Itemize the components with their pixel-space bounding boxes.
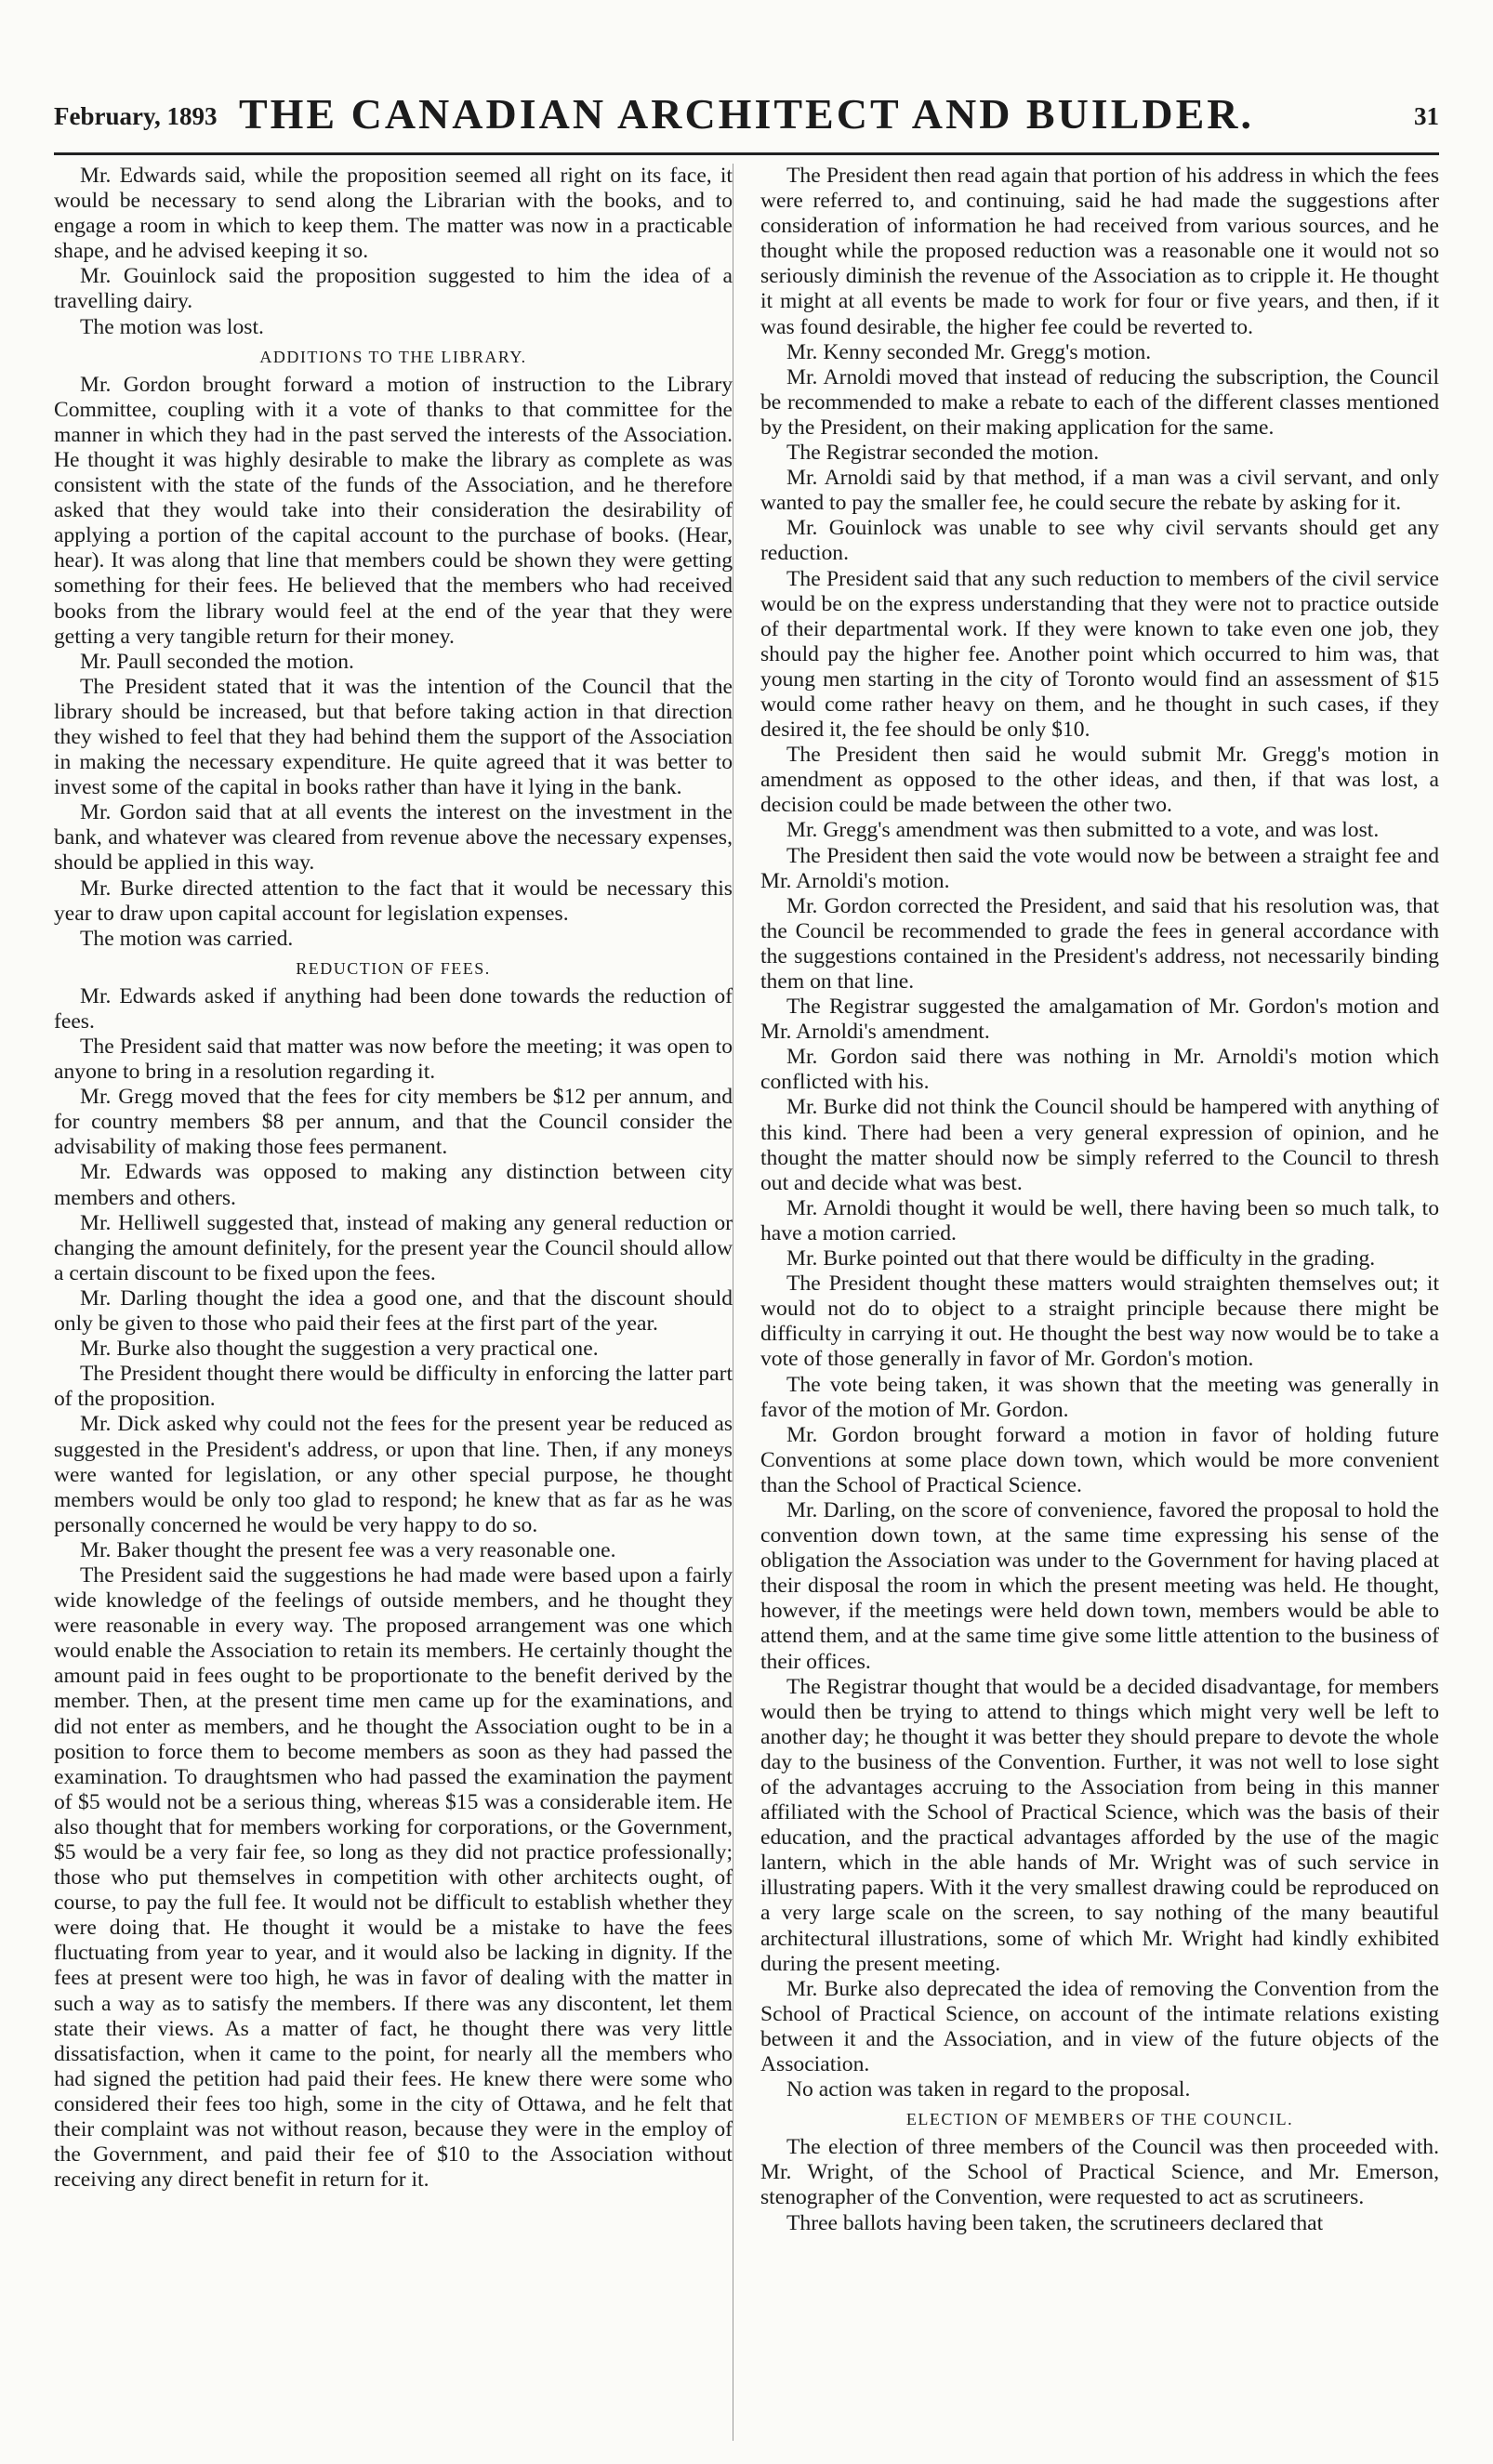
paragraph: Mr. Gregg's amendment was then submitted to a vote, and was lost. <box>786 818 1380 843</box>
paragraph: Mr. Arnoldi said by that method, if a man was a civil servant, and only wanted to pay the smaller fee, he could secure the rebate by asking for it. <box>760 466 1439 516</box>
paragraph: Mr. Burke also deprecated the idea of removing the Convention from the School of Practical Science, on account of the intimate relations existing between it and the Association, and in view of the future objects of the Association. <box>760 1976 1439 2077</box>
paragraph: The vote being taken, it was shown that the meeting was generally in favor of the motion of Mr. Gordon. <box>760 1372 1439 1422</box>
paragraph: Mr. Burke directed attention to the fact that it would be necessary this year to draw upon capital account for legislation expenses. <box>54 876 733 926</box>
paragraph: Mr. Burke pointed out that there would be difficulty in the grading. <box>786 1246 1376 1272</box>
paragraph: Mr. Gordon said that at all events the interest on the investment in the bank, and whatever was cleared from revenue above the necessary expenses, should be applied in this way. <box>54 800 733 876</box>
paragraph: Mr. Edwards was opposed to making any distinction between city members and others. <box>54 1160 733 1210</box>
paragraph: Mr. Gregg moved that the fees for city members be $12 per annum, and for country members $8 per annum, and that the Council consider the advisability of making those fees permanent. <box>54 1085 733 1160</box>
paragraph: The President then read again that portion of his address in which the fees were referred to, and continuing, said he had made the suggestions after consideration of information he had received from various sources, and he thought while the proposed reduction was a reasonable one it would not so seriously diminish the revenue of the Association as to cripple it. He thought it might at all events be made to work for four or five years, and then, if it was found desirable, the higher fee could be reverted to. <box>760 164 1439 339</box>
paragraph: Mr. Edwards asked if anything had been done towards the reduction of fees. <box>54 983 733 1034</box>
paragraph: The President thought these matters would straighten themselves out; it would not do to object to a straight principle because there might be difficulty in carrying it out. He thought the best way now would be to take a vote of those generally in favor of Mr. Gordon's motion. <box>760 1272 1439 1372</box>
page-number: 31 <box>1414 102 1439 130</box>
paragraph: Three ballots having been taken, the scrutineers declared that <box>786 2210 1324 2235</box>
paragraph: The Registrar thought that would be a decided disadvantage, for members would then be trying to attend to things which might very well be left to another day; he thought it was better they should prepare to devote the whole day to the business of the Convention. Further, it was not well to lose sight of the advantages accruing to the Association from being in this manner affiliated with the School of Practical Science, which was the basis of their education, and the practical advantages afforded by the use of the magic lantern, which in the able hands of Mr. Wright was of such service in illustrating papers. With it the very smallest drawing could be reproduced on a very large scale on the screen, to say nothing of the many beautiful architectural illustrations, some of which Mr. Wright had kindly exhibited during the present meeting. <box>760 1674 1439 1976</box>
section-heading-election: ELECTION OF MEMBERS OF THE COUNCIL. <box>905 2110 1294 2129</box>
paragraph: Mr. Baker thought the present fee was a very reasonable one. <box>80 1537 616 1562</box>
paragraph: The Registrar seconded the motion. <box>786 441 1100 466</box>
paragraph: The motion was lost. <box>80 314 264 339</box>
section-heading-fees: REDUCTION OF FEES. <box>296 958 491 978</box>
left-column <box>54 164 733 2450</box>
paragraph: Mr. Darling thought the idea a good one, and that the discount should only be given to those who paid their fees at the first part of the year. <box>54 1285 733 1337</box>
paragraph: Mr. Darling, on the score of convenience, favored the proposal to hold the convention down town, at the same time expressing his sense of the obligation the Association was under to the Government for having placed at their disposal the room in which the present meeting was held. He thought, however, if the meetings were held down town, members would be able to attend them, and at the same time give some little attention to the business of their offices. <box>760 1497 1439 1674</box>
publication-title: THE CANADIAN ARCHITECT AND BUILDER. <box>238 90 1255 138</box>
paragraph: The President then said he would submit Mr. Gregg's motion in amendment as opposed to the other ideas, and then, if that was lost, a decision could be made between the other two. <box>760 743 1439 818</box>
paragraph: The President stated that it was the intention of the Council that the library should be increased, but that before taking action in that direction they wished to feel that they had behind them the support of the Association in making the necessary expenditure. He quite agreed that it was better to invest some of the capital in books rather than have it lying in the bank. <box>54 674 733 800</box>
paragraph: Mr. Burke also thought the suggestion a very practical one. <box>80 1337 599 1362</box>
paragraph: The President then said the vote would now be between a straight fee and Mr. Arnoldi's motion. <box>760 843 1439 893</box>
paragraph: Mr. Edwards said, while the proposition seemed all right on its face, it would be necessary to send along the Librarian with the books, and to engage a room in which to keep them. The matter was now in a practicable shape, and he advised keeping it so. <box>54 164 733 264</box>
paragraph: Mr. Gordon corrected the President, and said that his resolution was, that the Council be recommended to grade the fees in general accordance with the suggestions contained in the President's address, not necessarily binding them on that line. <box>760 893 1439 994</box>
right-column <box>760 164 1439 2450</box>
paragraph: The Registrar suggested the amalgamation of Mr. Gordon's motion and Mr. Arnoldi's amendment. <box>760 995 1439 1045</box>
paragraph: The President said that any such reduction to members of the civil service would be on the express understanding that they were not to practice outside of their departmental work. If they were known to take even one job, they should pay the higher fee. Another point which occurred to him was, that young men starting in the city of Toronto would find an assessment of $15 would come rather heavy on them, and he thought in such cases, if they desired it, the fee should be only $10. <box>760 566 1439 743</box>
paragraph: Mr. Arnoldi moved that instead of reducing the subscription, the Council be recommended to make a rebate to each of the different classes mentioned by the President, on their making application for the same. <box>760 364 1439 440</box>
paragraph: Mr. Helliwell suggested that, instead of making any general reduction or changing the amount definitely, for the present year the Council should allow a certain discount to be fixed upon the fees. <box>54 1210 733 1285</box>
paragraph: The President said the suggestions he had made were based upon a fairly wide knowledge of the feelings of outside members, and he thought they were reasonable in every way. The proposed arrangement was one which would enable the Association to retain its members. He certainly thought the amount paid in fees ought to be proportionate to the benefit derived by the member. Then, at the present time men came up for the examinations, and did not enter as members, and he thought the Association ought to be in a position to force them to become members as soon as they had passed the examination. To draughtsmen who had passed the examination the payment of $5 would not be a serious thing, whereas $15 was a considerable item. He also thought that for members working for corporations, or the Government, $5 would be a very fair fee, so long as they did not practice professionally; those who put themselves in competition with other architects ought, of course, to pay the full fee. It would not be difficult to establish whether they were doing that. He thought it would be a mistake to have the fees fluctuating from year to year, and it would also be lacking in dignity. If the fees at present were too high, he was in favor of dealing with the matter in such a way as to satisfy the members. If there was any discontent, let them state their views. As a matter of fact, he thought there was very little dissatisfaction, when it came to the point, for nearly all the members who had signed the petition had paid their fees. He knew there were some who considered their fees too high, some in the city of Ottawa, and he felt that their complaint was not without reason, because they were in the employ of the Government, and paid their fee of $10 to the Association without receiving any direct benefit in return for it. <box>54 1562 733 2193</box>
paragraph: Mr. Kenny seconded Mr. Gregg's motion. <box>786 339 1152 364</box>
paragraph: Mr. Gouinlock was unable to see why civil servants should get any reduction. <box>760 516 1439 566</box>
paragraph: The election of three members of the Council was then proceeded with. Mr. Wright, of the School of Practical Science, and Mr. Emerson, stenographer of the Convention, were requested to act as scrutineers. <box>760 2135 1439 2210</box>
paragraph: Mr. Paull seconded the motion. <box>80 649 354 674</box>
paragraph: The motion was carried. <box>80 926 294 951</box>
masthead <box>54 86 1439 154</box>
section-heading-library: ADDITIONS TO THE LIBRARY. <box>259 347 527 366</box>
paragraph: Mr. Gouinlock said the proposition suggested to him the idea of a travelling dairy. <box>54 264 733 314</box>
paragraph: Mr. Burke did not think the Council should be hampered with anything of this kind. There had been a very general expression of opinion, and he thought the matter should now be simply referred to the Council to thresh out and decide what was best. <box>760 1095 1439 1195</box>
paragraph: No action was taken in regard to the proposal. <box>786 2077 1191 2102</box>
paragraph: Mr. Dick asked why could not the fees for the present year be reduced as suggested in the President's address, or upon that line. Then, if any moneys were wanted for legislation, or any other special purpose, he thought members would be only too glad to respond; he knew that as far as he was personally concerned he would be very happy to do so. <box>54 1412 733 1537</box>
masthead-rule <box>54 152 1439 155</box>
paragraph: The President said that matter was now before the meeting; it was open to anyone to bring in a resolution regarding it. <box>54 1034 733 1085</box>
issue-date: February, 1893 <box>54 102 218 130</box>
paragraph: Mr. Arnoldi thought it would be well, there having been so much talk, to have a motion carried. <box>760 1195 1439 1245</box>
paragraph: Mr. Gordon said there was nothing in Mr. Arnoldi's motion which conflicted with his. <box>760 1045 1439 1095</box>
paragraph: The President thought there would be difficulty in enforcing the latter part of the proposition. <box>54 1362 733 1412</box>
paragraph: Mr. Gordon brought forward a motion in favor of holding future Conventions at some place down town, which would be more convenient than the School of Practical Science. <box>760 1422 1439 1497</box>
paragraph: Mr. Gordon brought forward a motion of instruction to the Library Committee, coupling with it a vote of thanks to that committee for the manner in which they had in the past served the interests of the Association. He thought it was highly desirable to make the library as complete as was consistent with the state of the funds of the Association, and he therefore asked that they would take into their consideration the desirability of applying a portion of the capital account to the purchase of books. (Hear, hear). It was along that line that members could be shown they were getting something for their fees. He believed that the members who had received books from the library would feel at the end of the year that they were getting a very tangible return for their money. <box>54 372 733 649</box>
